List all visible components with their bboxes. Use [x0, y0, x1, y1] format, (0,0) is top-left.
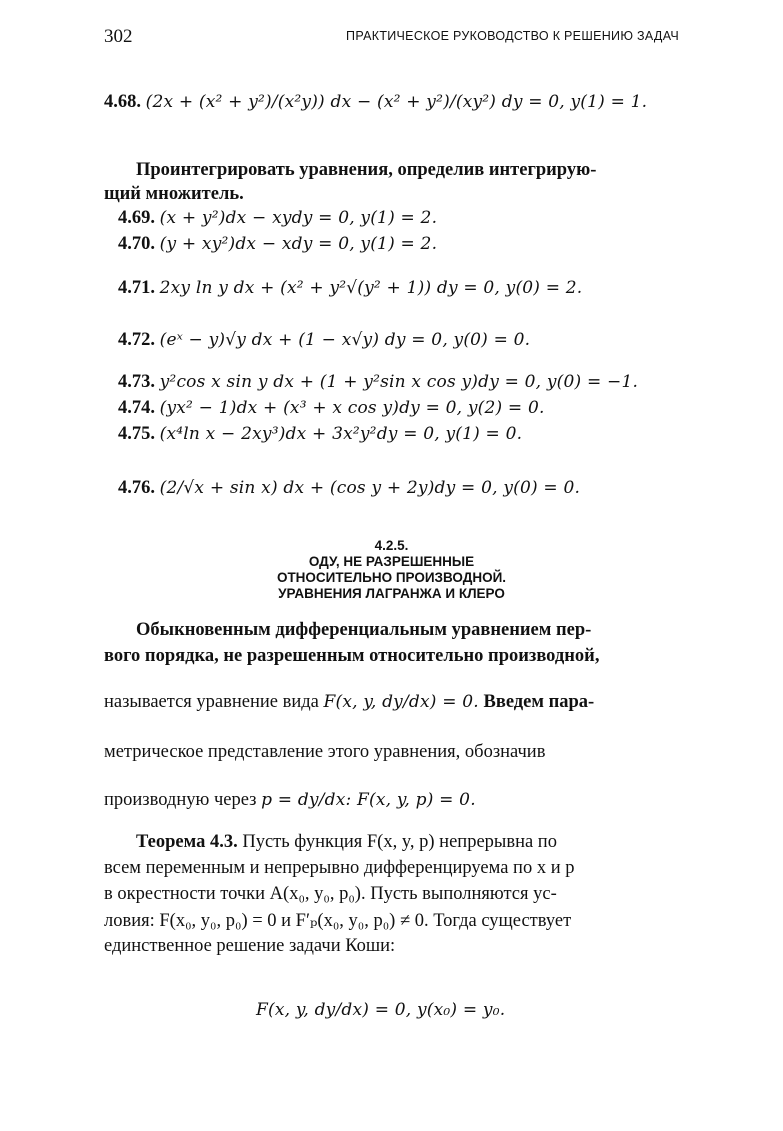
definition-line-2: вого порядка, не разрешенным относительно производной,	[104, 646, 600, 666]
problem-4-69	[118, 208, 437, 229]
problem-4-71	[118, 278, 582, 299]
problem-4-72	[118, 330, 530, 351]
theorem-formula	[256, 1000, 505, 1021]
problem-number: 4.72.	[118, 330, 155, 350]
problem-number: 4.69.	[118, 208, 155, 228]
problem-expression: (eˣ − y)√y dx + (1 − x√y) dy = 0, y(0) = 0.	[159, 330, 531, 350]
problem-number: 4.75.	[118, 424, 155, 444]
page-number: 302	[104, 26, 133, 47]
problem-4-75	[118, 424, 522, 445]
problem-expression: (x + y²)dx − xydy = 0, y(1) = 2.	[159, 208, 438, 228]
definition-line-4: метрическое представление этого уравнения, обозначив	[104, 742, 546, 762]
theorem-label: Теорема 4.3.	[136, 832, 238, 852]
problem-number: 4.71.	[118, 278, 155, 298]
theorem-line-1	[136, 832, 557, 853]
theorem-line-5: единственное решение задачи Коши:	[104, 936, 396, 956]
problem-4-68	[104, 92, 647, 113]
running-title: ПРАКТИЧЕСКОЕ РУКОВОДСТВО К РЕШЕНИЮ ЗАДАЧ	[346, 29, 679, 43]
definition-formula: F(x, y, dy/dx) = 0.	[323, 692, 479, 712]
problem-expression: (y + xy²)dx − xdy = 0, y(1) = 2.	[159, 234, 438, 254]
problem-number: 4.68.	[104, 92, 141, 112]
theorem-line-4: ловия: F(x₀, y₀, p₀) = 0 и F′ₚ(x₀, y₀, p₀) ≠ 0. Тогда существует	[104, 911, 572, 931]
problem-4-74	[118, 398, 545, 419]
page-header	[104, 26, 679, 50]
problem-expression: (x⁴ln x − 2xy³)dx + 3x²y²dy = 0, y(1) = 0.	[159, 424, 523, 444]
problem-4-73	[118, 372, 638, 393]
problem-expression: (2x + (x² + y²)/(x²y)) dx − (x² + y²)/(xy²) dy = 0, y(1) = 1.	[145, 92, 648, 112]
definition-line-3	[104, 692, 594, 713]
problem-4-76	[118, 478, 580, 499]
problem-number: 4.73.	[118, 372, 155, 392]
definition-line-5	[104, 790, 476, 811]
cauchy-problem-formula: F(x, y, dy/dx) = 0, y(x₀) = y₀.	[256, 1000, 506, 1020]
problem-number: 4.74.	[118, 398, 155, 418]
theorem-line-2: всем переменным и непрерывно дифференцируема по x и p	[104, 858, 575, 878]
problem-4-70	[118, 234, 437, 255]
instruction-line-1: Проинтегрировать уравнения, определив интегрирую-	[136, 160, 597, 180]
problem-expression: 2xy ln y dx + (x² + y²√(y² + 1)) dy = 0, y(0) = 2.	[159, 278, 583, 298]
problem-expression: (2/√x + sin x) dx + (cos y + 2y)dy = 0, y(0) = 0.	[159, 478, 581, 498]
definition-text: называется уравнение вида	[104, 692, 319, 712]
theorem-line-3: в окрестности точки A(x₀, y₀, p₀). Пусть выполняются ус-	[104, 884, 557, 904]
problem-expression: y²cos x sin y dx + (1 + y²sin x cos y)dy = 0, y(0) = −1.	[159, 372, 639, 392]
problem-number: 4.76.	[118, 478, 155, 498]
definition-formula: p = dy/dx: F(x, y, p) = 0.	[261, 790, 476, 810]
problem-expression: (yx² − 1)dx + (x³ + x cos y)dy = 0, y(2) = 0.	[159, 398, 545, 418]
instruction-line-2: щий множитель.	[104, 184, 244, 204]
section-title-line-2: ОТНОСИТЕЛЬНО ПРОИЗВОДНОЙ.	[276, 570, 507, 585]
section-title-line-1: ОДУ, НЕ РАЗРЕШЕННЫЕ	[308, 554, 475, 569]
section-number: 4.2.5.	[374, 538, 409, 553]
definition-line-1: Обыкновенным дифференциальным уравнением пер-	[136, 620, 592, 640]
problem-number: 4.70.	[118, 234, 155, 254]
definition-tail: Введем пара-	[483, 692, 595, 712]
theorem-text: Пусть функция F(x, y, p) непрерывна по	[242, 832, 557, 852]
definition-text: производную через	[104, 790, 257, 810]
section-title-line-3: УРАВНЕНИЯ ЛАГРАНЖА И КЛЕРО	[278, 586, 505, 601]
